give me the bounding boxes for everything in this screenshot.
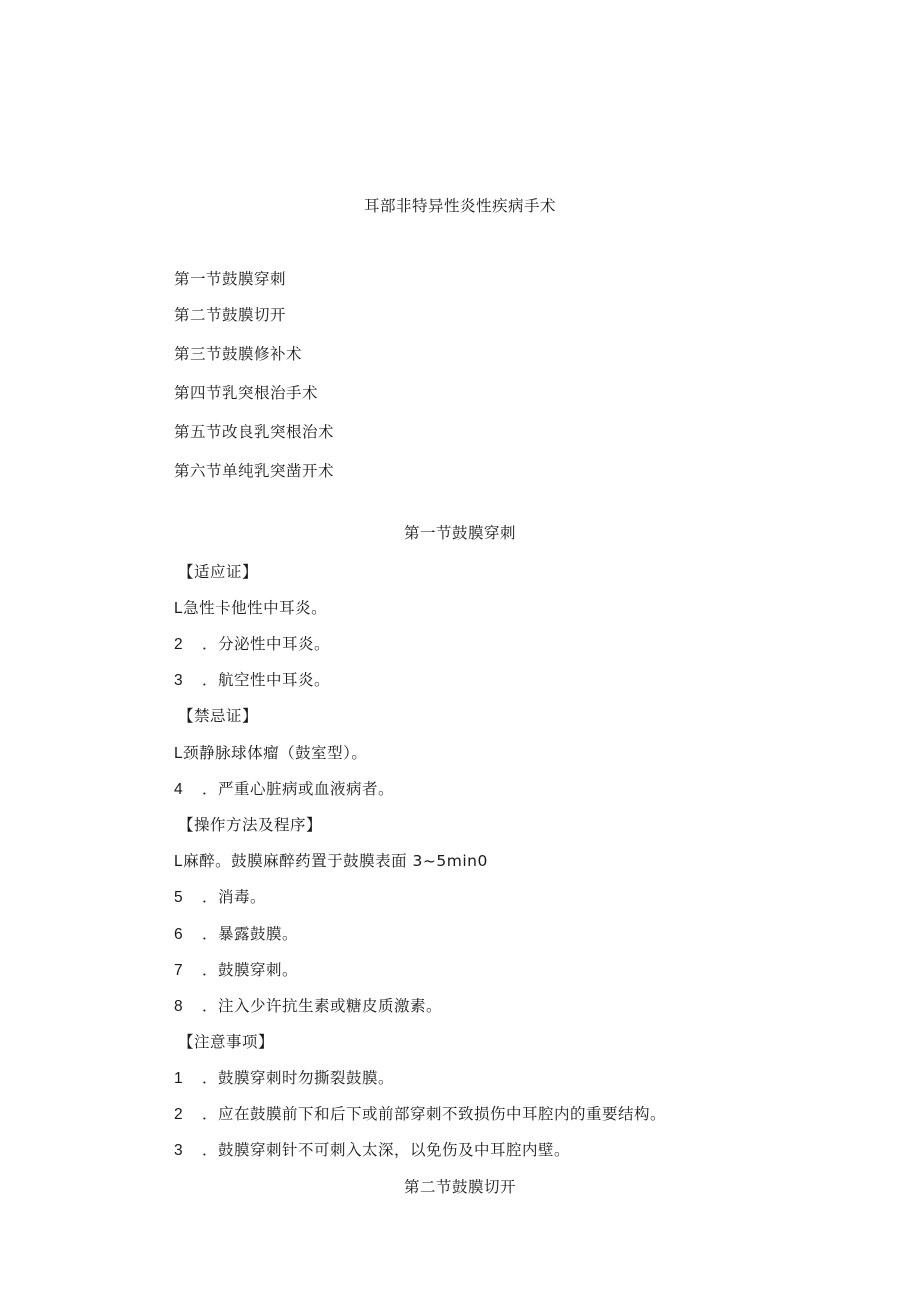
list-text: ．鼓膜穿刺。 — [202, 961, 299, 979]
list-number: 5 — [174, 889, 184, 906]
list-item — [174, 924, 298, 945]
list-text: ．严重心脏病或血液病者。 — [202, 780, 395, 798]
toc-item: 第一节鼓膜穿刺 — [174, 270, 287, 288]
list-text: ．分泌性中耳炎。 — [202, 635, 331, 653]
list-text: ．应在鼓膜前下和后下或前部穿刺不致损伤中耳腔内的重要结构。 — [202, 1105, 667, 1123]
list-text: ．注入少许抗生素或糖皮质激素。 — [202, 997, 443, 1015]
toc-item: 第四节乳突根治手术 — [174, 384, 319, 402]
list-text: 麻醉。鼓膜麻醉药置于鼓膜表面 3~5min0 — [183, 852, 488, 870]
list-item — [174, 779, 394, 800]
list-number: L — [174, 745, 184, 762]
list-number: 6 — [174, 926, 184, 943]
list-item — [174, 634, 330, 655]
procedure-label: 【操作方法及程序】 — [178, 816, 323, 834]
list-number: 2 — [174, 1106, 184, 1123]
list-item — [174, 996, 442, 1017]
toc-item: 第六节单纯乳突凿开术 — [174, 462, 335, 480]
list-number: L — [174, 853, 184, 870]
list-item — [174, 1140, 570, 1161]
list-text: ．鼓膜穿刺针不可刺入太深，以免伤及中耳腔内壁。 — [202, 1141, 571, 1159]
indications-label: 【适应证】 — [178, 563, 259, 581]
list-text: ．鼓膜穿刺时勿撕裂鼓膜。 — [202, 1069, 395, 1087]
list-item — [174, 1104, 666, 1125]
list-item — [174, 598, 327, 619]
contraindications-label: 【禁忌证】 — [178, 707, 259, 725]
list-number: 8 — [174, 998, 184, 1015]
list-number: 3 — [174, 672, 184, 689]
list-text: 急性卡他性中耳炎。 — [183, 599, 328, 617]
toc-item: 第二节鼓膜切开 — [174, 306, 287, 324]
toc-item: 第三节鼓膜修补术 — [174, 345, 303, 363]
list-item — [174, 887, 266, 908]
list-text: ．消毒。 — [202, 888, 267, 906]
list-number: 4 — [174, 781, 184, 798]
list-text: ．航空性中耳炎。 — [202, 671, 331, 689]
list-item — [174, 851, 488, 872]
list-item — [174, 743, 367, 764]
list-number: 1 — [174, 1070, 184, 1087]
section-heading: 第一节鼓膜穿刺 — [403, 524, 516, 542]
toc-item: 第五节改良乳突根治术 — [174, 423, 335, 441]
notes-label: 【注意事项】 — [178, 1033, 275, 1051]
section-heading: 第二节鼓膜切开 — [403, 1178, 516, 1196]
list-number: 3 — [174, 1142, 184, 1159]
document-title: 耳部非特异性炎性疾病手术 — [363, 197, 556, 215]
list-text: 颈静脉球体瘤（鼓室型）。 — [183, 744, 368, 762]
list-number: 2 — [174, 636, 184, 653]
list-number: L — [174, 600, 184, 617]
list-item — [174, 1068, 394, 1089]
list-number: 7 — [174, 962, 184, 979]
list-text: ．暴露鼓膜。 — [202, 925, 299, 943]
list-item — [174, 960, 298, 981]
list-item — [174, 670, 330, 691]
